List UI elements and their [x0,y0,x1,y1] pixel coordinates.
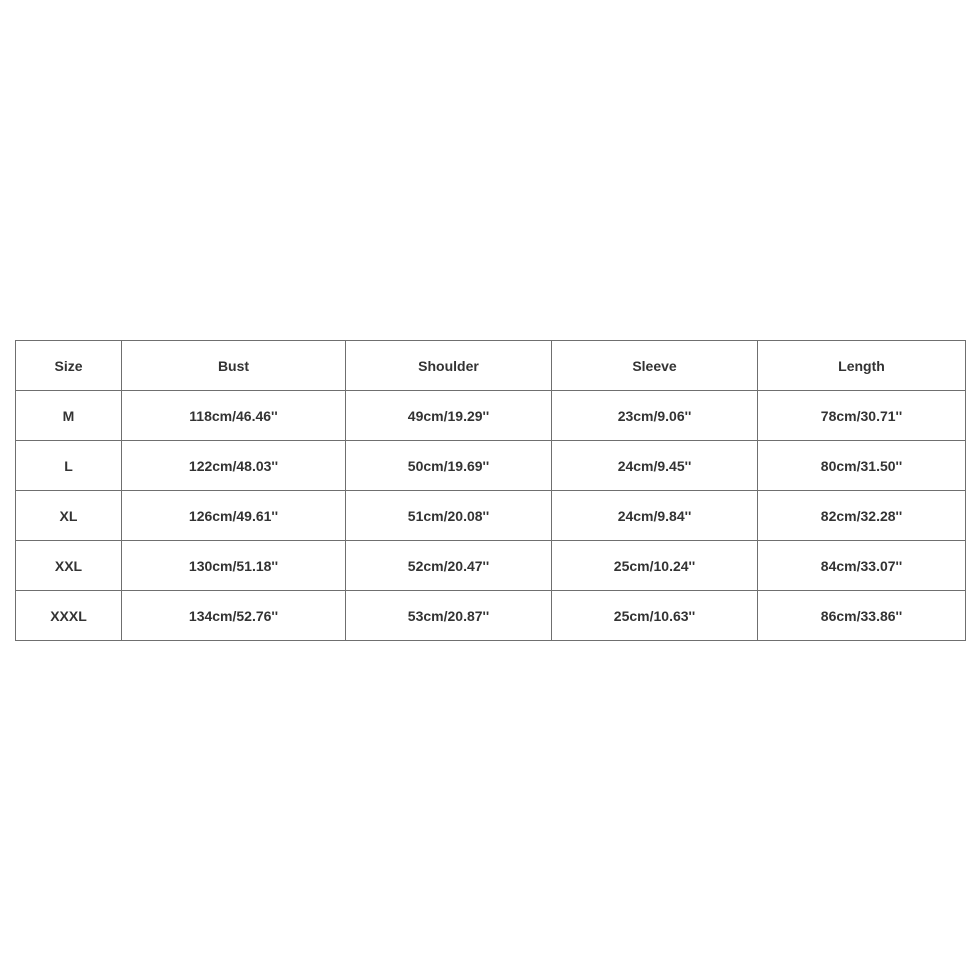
length-cell: 80cm/31.50'' [758,441,966,491]
bust-cell: 126cm/49.61'' [122,491,346,541]
length-cell: 78cm/30.71'' [758,391,966,441]
size-chart-table [15,340,966,641]
header-size: Size [16,341,122,391]
table-row [16,591,966,641]
sleeve-cell: 23cm/9.06'' [552,391,758,441]
size-cell: L [16,441,122,491]
header-row [16,341,966,391]
table-row [16,441,966,491]
size-cell: M [16,391,122,441]
sleeve-cell: 24cm/9.45'' [552,441,758,491]
length-cell: 86cm/33.86'' [758,591,966,641]
sleeve-cell: 25cm/10.24'' [552,541,758,591]
sleeve-cell: 25cm/10.63'' [552,591,758,641]
header-bust: Bust [122,341,346,391]
header-shoulder: Shoulder [346,341,552,391]
shoulder-cell: 49cm/19.29'' [346,391,552,441]
header-length: Length [758,341,966,391]
table-row [16,391,966,441]
size-cell: XXXL [16,591,122,641]
shoulder-cell: 50cm/19.69'' [346,441,552,491]
size-cell: XXL [16,541,122,591]
table-row [16,491,966,541]
bust-cell: 118cm/46.46'' [122,391,346,441]
shoulder-cell: 53cm/20.87'' [346,591,552,641]
length-cell: 84cm/33.07'' [758,541,966,591]
sleeve-cell: 24cm/9.84'' [552,491,758,541]
table-row [16,541,966,591]
bust-cell: 134cm/52.76'' [122,591,346,641]
shoulder-cell: 51cm/20.08'' [346,491,552,541]
length-cell: 82cm/32.28'' [758,491,966,541]
bust-cell: 130cm/51.18'' [122,541,346,591]
size-cell: XL [16,491,122,541]
shoulder-cell: 52cm/20.47'' [346,541,552,591]
bust-cell: 122cm/48.03'' [122,441,346,491]
header-sleeve: Sleeve [552,341,758,391]
